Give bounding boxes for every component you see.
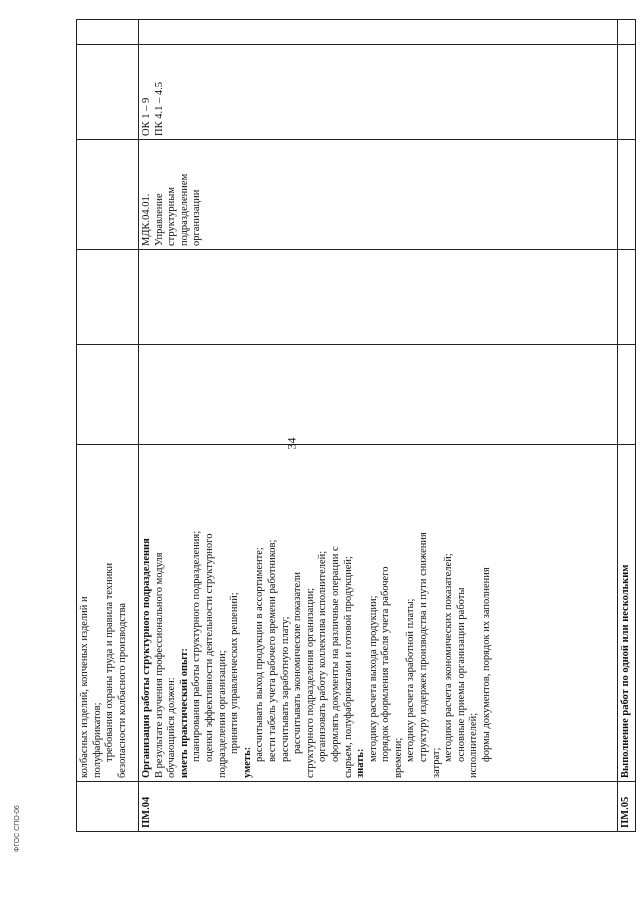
module-title: Выполнение работ по одной или нескольким [620,564,631,778]
module-title: Организация работы структурного подразделения [141,538,152,778]
cell-empty [77,45,139,140]
text-line: В результате изучения профессионального модуля [153,552,165,778]
curriculum-table [76,19,636,832]
text-line: вести табель учета рабочего времени работников; [266,539,278,762]
cell-empty [618,250,636,345]
text-line: затрат; [430,747,442,778]
text-line: формы документов, порядок их заполнения [481,567,493,762]
cell-empty [618,345,636,445]
cell-empty [139,345,618,445]
text-line: методики расчета экономических показателей; [443,553,455,762]
text-line: исполнителей; [468,712,480,778]
cell-empty [618,45,636,140]
text-line: обучающийся должен: [166,677,178,778]
rotated-curriculum-table [76,20,636,832]
text-line: структурного подразделения организации; [304,587,316,778]
table-row-continuation [77,20,139,832]
footer-label: ФГОС СПО-06 [14,805,21,852]
text-line: требования охраны труда и правила техники [104,562,116,762]
cell-empty [77,20,139,45]
text-line: рассчитывать заработную плату; [279,616,291,762]
text-line: колбасных изделий, копченых изделий и [79,596,90,778]
mdk-cell [139,140,618,250]
section-label: знать: [355,748,367,778]
module-content [618,445,636,782]
text-line: структуру издержек производства и пути снижения [418,532,430,762]
cell-empty [139,250,618,345]
module-code: ПМ.05 [618,782,636,832]
mdk-title-line: организации [191,189,203,246]
cell-empty [618,20,636,45]
text-line: полуфабрикатов; [91,702,103,778]
cell-empty [77,140,139,250]
competencies-cell [139,45,618,140]
general-competencies: ОК 1 – 9 [141,97,152,136]
table-row-pm04 [139,20,618,832]
text-line: оформлять документы на различные операции с [329,546,341,762]
text-line: методику расчета заработной платы; [405,598,417,762]
text-line: сырьем, полуфабрикатами и готовой продукцией; [342,556,354,778]
text-line: основные приемы организации работы [455,587,467,762]
section-label: уметь: [241,746,253,778]
cell-empty [618,140,636,250]
page-number: 34 [284,437,299,450]
module-code: ПМ.04 [139,782,618,832]
text-line: оценки эффективности деятельности структурного [203,533,215,762]
text-line: рассчитывать выход продукции в ассортименте; [254,547,266,762]
cell-code [77,782,139,832]
text-line: методику расчета выхода продукции; [367,595,379,762]
mdk-title-line: структурным [166,187,178,246]
text-line: организовать работу коллектива исполнителей; [317,550,329,762]
text-line: принятия управленческих решений; [229,592,241,754]
mdk-code: МДК.04.01. [141,193,152,246]
text-line: безопасности колбасного производства [116,602,128,778]
cell-content [77,445,139,782]
module-content [139,445,618,782]
cell-empty [77,250,139,345]
cell-empty [139,20,618,45]
text-line: рассчитывать экономические показатели [292,571,304,754]
text-line: подразделения организации; [216,650,228,778]
mdk-title-line: Управление [153,193,165,246]
table-row-pm05 [618,20,636,832]
mdk-title-line: подразделением [178,173,190,246]
text-line: времени; [392,737,404,778]
section-label: иметь практический опыт: [178,648,190,778]
cell-empty [77,345,139,445]
professional-competencies: ПК 4.1 – 4.5 [153,82,165,136]
text-line: планирования работы структурного подразделения; [191,530,203,762]
text-line: порядок оформления табеля учета рабочего [380,566,392,762]
